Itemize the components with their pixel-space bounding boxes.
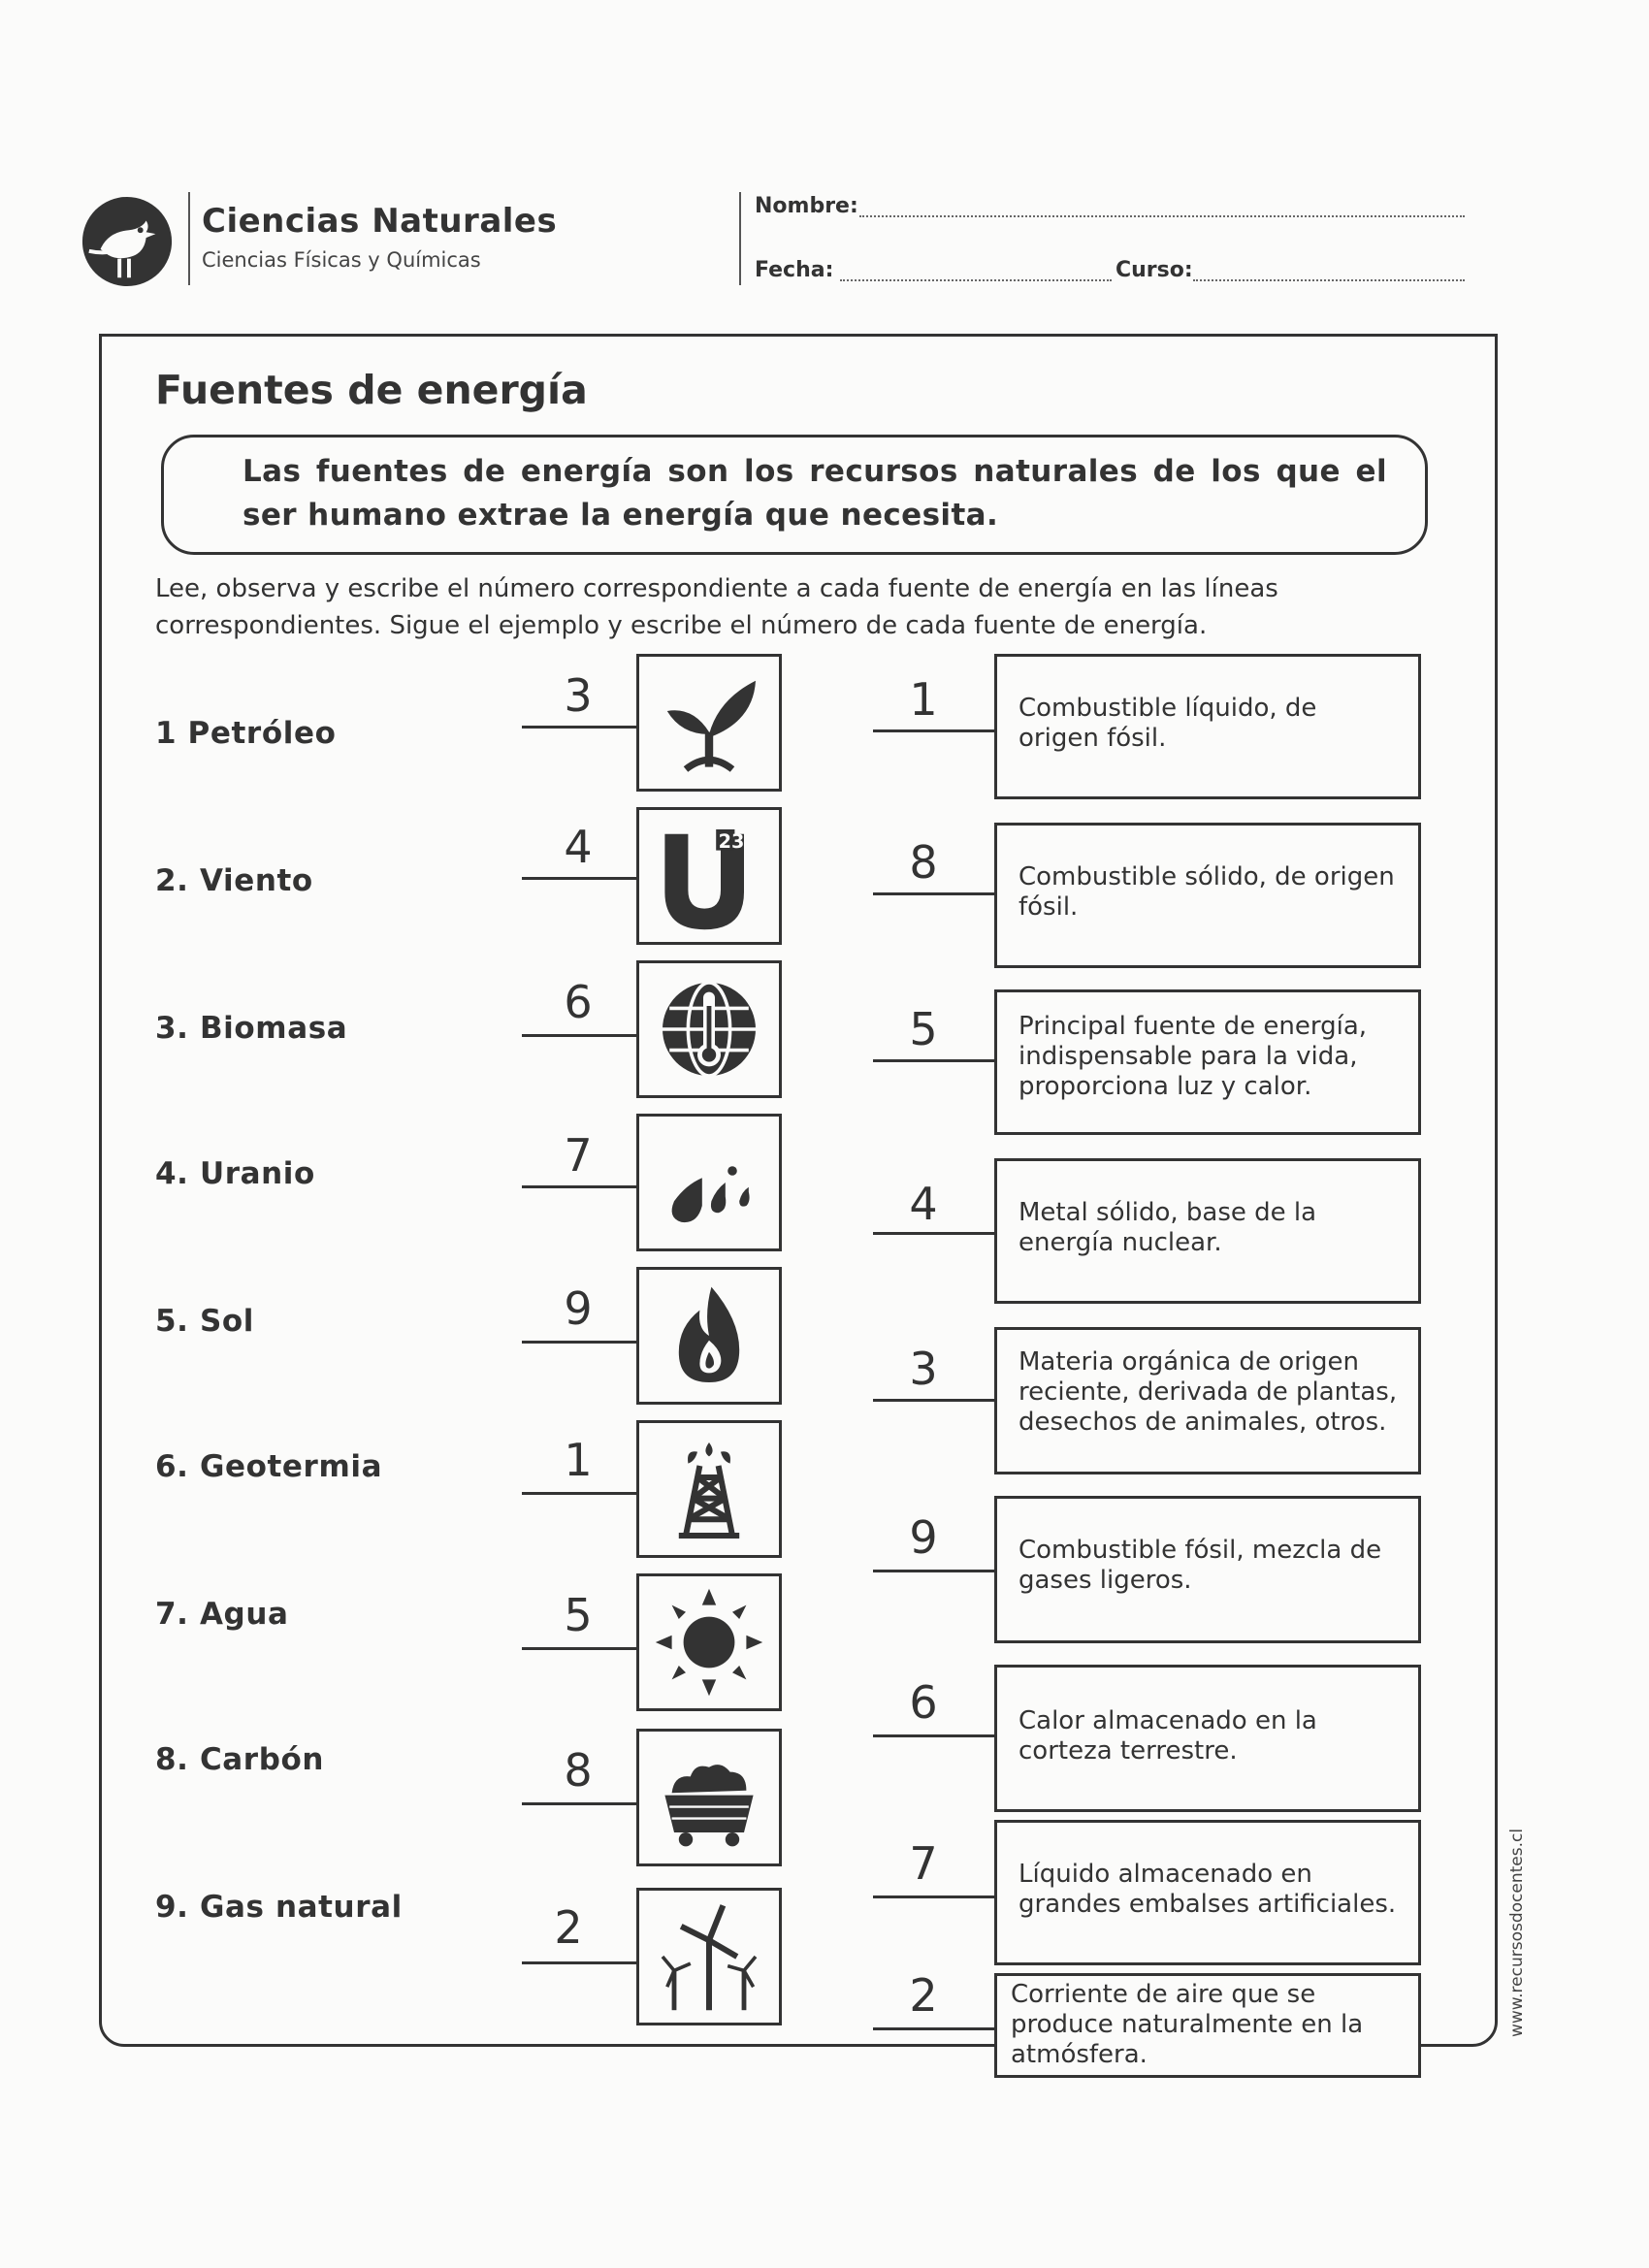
curso-field[interactable] (1193, 279, 1465, 281)
handwritten-answer: 3 (564, 669, 593, 722)
answer-line[interactable] (873, 1232, 994, 1235)
answer-line[interactable] (522, 1341, 636, 1344)
description-text: Líquido almacenado en grandes embalses artificiales. (1018, 1860, 1397, 1919)
nombre-field[interactable] (859, 215, 1465, 217)
icon-box (636, 1888, 782, 2025)
source-label: 6. Geotermia (155, 1449, 383, 1484)
answer-line[interactable] (522, 726, 636, 729)
answer-line[interactable] (522, 1185, 636, 1188)
answer-line[interactable] (873, 1399, 994, 1402)
description-text: Principal fuente de energía, indispensable para la vida, proporciona luz y calor. (1018, 1012, 1368, 1101)
handwritten-answer: 2 (909, 1969, 938, 2022)
description-box (994, 1158, 1421, 1304)
nombre-label: Nombre: (755, 194, 858, 218)
answer-line[interactable] (873, 1734, 994, 1737)
gas-flame-icon (651, 1278, 767, 1394)
icon-box (636, 960, 782, 1098)
description-box (994, 989, 1421, 1135)
handwritten-answer: 1 (909, 673, 938, 726)
handwritten-answer: 6 (564, 976, 593, 1028)
website-watermark (1502, 1766, 1540, 2037)
description-box (994, 1820, 1421, 1965)
answer-line[interactable] (522, 1802, 636, 1805)
sun-icon (651, 1584, 767, 1701)
bird-logo-icon (80, 194, 175, 289)
handwritten-answer: 6 (909, 1676, 938, 1729)
source-label: 3. Biomasa (155, 1011, 348, 1046)
answer-line[interactable] (522, 1647, 636, 1650)
handwritten-answer: 1 (564, 1434, 593, 1486)
source-label: 9. Gas natural (155, 1890, 403, 1925)
answer-line[interactable] (522, 1492, 636, 1495)
source-label: 5. Sol (155, 1304, 254, 1339)
form-divider (739, 192, 741, 285)
description-box (994, 1973, 1421, 2078)
icon-box (636, 1420, 782, 1558)
subject-title: Ciencias Naturales (202, 202, 558, 241)
answer-line[interactable] (522, 1961, 636, 1964)
answer-line[interactable] (522, 1034, 636, 1037)
handwritten-answer: 9 (909, 1511, 938, 1564)
icon-box (636, 807, 782, 945)
answer-line[interactable] (873, 892, 994, 895)
description-box (994, 1496, 1421, 1643)
source-label: 4. Uranio (155, 1156, 315, 1191)
icon-box (636, 1729, 782, 1866)
answer-line[interactable] (873, 1895, 994, 1898)
answer-line[interactable] (873, 1059, 994, 1062)
source-label: 2. Viento (155, 863, 313, 898)
handwritten-answer: 5 (909, 1003, 938, 1055)
header-divider (188, 192, 190, 285)
answer-line[interactable] (873, 2027, 994, 2030)
instructions: Lee, observa y escribe el número correspondiente a cada fuente de energía en las líneas correspondientes. Sigue el ejemplo y escribe el número de cada fuente de energía. (155, 574, 1278, 640)
description-box (994, 1327, 1421, 1474)
plant-icon (651, 664, 767, 781)
handwritten-answer: 7 (909, 1837, 938, 1890)
source-label: 8. Carbón (155, 1742, 325, 1777)
handwritten-answer: 3 (909, 1343, 938, 1395)
curso-label: Curso: (1116, 258, 1193, 282)
handwritten-answer: 4 (564, 821, 593, 873)
isotope-number: 235 (718, 830, 758, 854)
description-box (994, 823, 1421, 968)
description-text: Corriente de aire que se produce naturalmente en la atmósfera. (1011, 1980, 1364, 2069)
description-text: Combustible líquido, de origen fósil. (1018, 694, 1317, 753)
icon-box (636, 1114, 782, 1251)
handwritten-answer: 5 (564, 1589, 593, 1641)
description-text: Calor almacenado en la corteza terrestre. (1018, 1706, 1317, 1766)
handwritten-answer: 4 (909, 1178, 938, 1230)
worksheet-title: Fuentes de energía (155, 367, 588, 413)
handwritten-answer: 9 (564, 1282, 593, 1335)
watermark-text: www.recursosdocentes.cl (1507, 1828, 1527, 2037)
source-label: 7. Agua (155, 1597, 289, 1632)
answer-line[interactable] (873, 1570, 994, 1572)
answer-line[interactable] (522, 877, 636, 880)
icon-box (636, 654, 782, 792)
handwritten-answer: 7 (564, 1129, 593, 1182)
icon-box (636, 1267, 782, 1405)
subject-subtitle: Ciencias Físicas y Químicas (202, 248, 481, 272)
answer-line[interactable] (873, 729, 994, 732)
uranium-icon (651, 818, 767, 934)
description-text: Metal sólido, base de la energía nuclear. (1018, 1198, 1317, 1257)
description-box (994, 1665, 1421, 1812)
coal-cart-icon (651, 1739, 767, 1856)
globe-thermometer-icon (651, 971, 767, 1087)
description-text: Combustible fósil, mezcla de gases ligeros. (1018, 1536, 1382, 1595)
handwritten-answer: 2 (554, 1901, 583, 1954)
fecha-label: Fecha: (755, 258, 834, 282)
handwritten-answer: 8 (909, 836, 938, 889)
wind-turbines-icon (651, 1898, 767, 2015)
definition-text: Las fuentes de energía son los recursos naturales de los que el ser humano extrae la energía que necesita. (242, 454, 1387, 533)
fecha-field[interactable] (840, 279, 1112, 281)
description-box (994, 654, 1421, 799)
handwritten-answer: 8 (564, 1744, 593, 1797)
oil-derrick-icon (651, 1431, 767, 1547)
water-drops-icon (651, 1124, 767, 1241)
description-text: Materia orgánica de origen reciente, derivada de plantas, desechos de animales, otros. (1018, 1347, 1398, 1437)
source-label: 1 Petróleo (155, 716, 337, 751)
icon-box (636, 1573, 782, 1711)
description-text: Combustible sólido, de origen fósil. (1018, 862, 1395, 922)
